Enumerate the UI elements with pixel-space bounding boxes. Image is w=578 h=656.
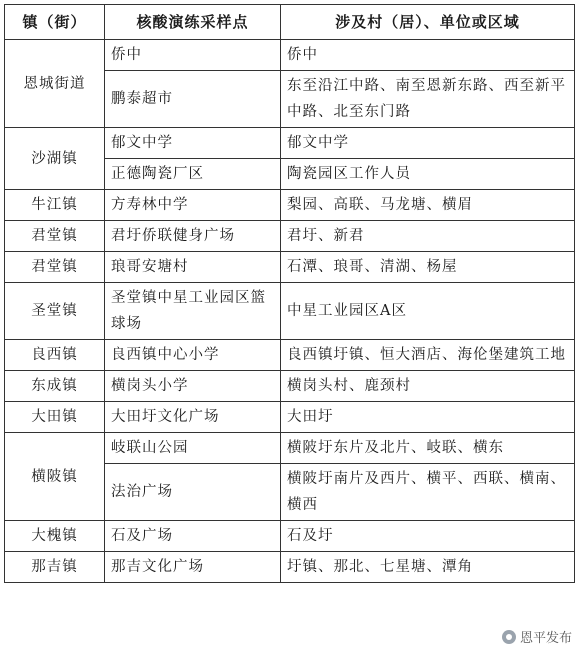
header-site: 核酸演练采样点 [105, 5, 281, 40]
area-cell: 君圩、新君 [281, 221, 575, 252]
table-row [5, 371, 575, 402]
area-cell: 大田圩 [281, 402, 575, 433]
table-header-row [5, 5, 575, 40]
site-cell: 侨中 [105, 40, 281, 71]
site-cell: 岐联山公园 [105, 433, 281, 464]
wechat-channel-icon [502, 630, 516, 644]
area-cell: 中星工业园区A区 [281, 283, 575, 340]
table-row [5, 340, 575, 371]
watermark-text: 恩平发布 [519, 631, 572, 646]
area-cell: 陶瓷园区工作人员 [281, 159, 575, 190]
site-cell: 圣堂镇中星工业园区篮球场 [105, 283, 281, 340]
site-cell: 正德陶瓷厂区 [105, 159, 281, 190]
area-cell: 横陂圩东片及北片、岐联、横东 [281, 433, 575, 464]
town-cell: 恩城街道 [5, 40, 105, 128]
area-cell: 良西镇圩镇、恒大酒店、海伦堡建筑工地 [281, 340, 575, 371]
town-cell: 横陂镇 [5, 433, 105, 521]
town-cell: 大槐镇 [5, 521, 105, 552]
town-cell: 那吉镇 [5, 552, 105, 583]
table-row [5, 433, 575, 464]
area-cell: 圩镇、那北、七星塘、潭角 [281, 552, 575, 583]
table-row [5, 402, 575, 433]
town-cell: 东成镇 [5, 371, 105, 402]
header-town: 镇（街） [5, 5, 105, 40]
area-cell: 东至沿江中路、南至恩新东路、西至新平中路、北至东门路 [281, 71, 575, 128]
area-cell: 梨园、高联、马龙塘、横眉 [281, 190, 575, 221]
area-cell: 郁文中学 [281, 128, 575, 159]
sampling-sites-table [4, 4, 575, 583]
town-cell: 大田镇 [5, 402, 105, 433]
watermark [502, 627, 572, 646]
table-row [5, 128, 575, 159]
site-cell: 那吉文化广场 [105, 552, 281, 583]
area-cell: 横岗头村、鹿颈村 [281, 371, 575, 402]
site-cell: 横岗头小学 [105, 371, 281, 402]
site-cell: 君圩侨联健身广场 [105, 221, 281, 252]
area-cell: 侨中 [281, 40, 575, 71]
table-row [5, 221, 575, 252]
site-cell: 良西镇中心小学 [105, 340, 281, 371]
header-area: 涉及村（居）、单位或区域 [281, 5, 575, 40]
town-cell: 牛江镇 [5, 190, 105, 221]
town-cell: 君堂镇 [5, 252, 105, 283]
town-cell: 良西镇 [5, 340, 105, 371]
site-cell: 琅哥安塘村 [105, 252, 281, 283]
town-cell: 君堂镇 [5, 221, 105, 252]
site-cell: 方寿林中学 [105, 190, 281, 221]
area-cell: 横陂圩南片及西片、横平、西联、横南、横西 [281, 464, 575, 521]
town-cell: 圣堂镇 [5, 283, 105, 340]
site-cell: 郁文中学 [105, 128, 281, 159]
area-cell: 石潭、琅哥、清湖、杨屋 [281, 252, 575, 283]
table-row [5, 552, 575, 583]
site-cell: 法治广场 [105, 464, 281, 521]
table-row [5, 40, 575, 71]
area-cell: 石及圩 [281, 521, 575, 552]
town-cell: 沙湖镇 [5, 128, 105, 190]
site-cell: 石及广场 [105, 521, 281, 552]
table-row [5, 252, 575, 283]
site-cell: 大田圩文化广场 [105, 402, 281, 433]
site-cell: 鹏泰超市 [105, 71, 281, 128]
table-row [5, 190, 575, 221]
table-row [5, 283, 575, 340]
table-row [5, 521, 575, 552]
